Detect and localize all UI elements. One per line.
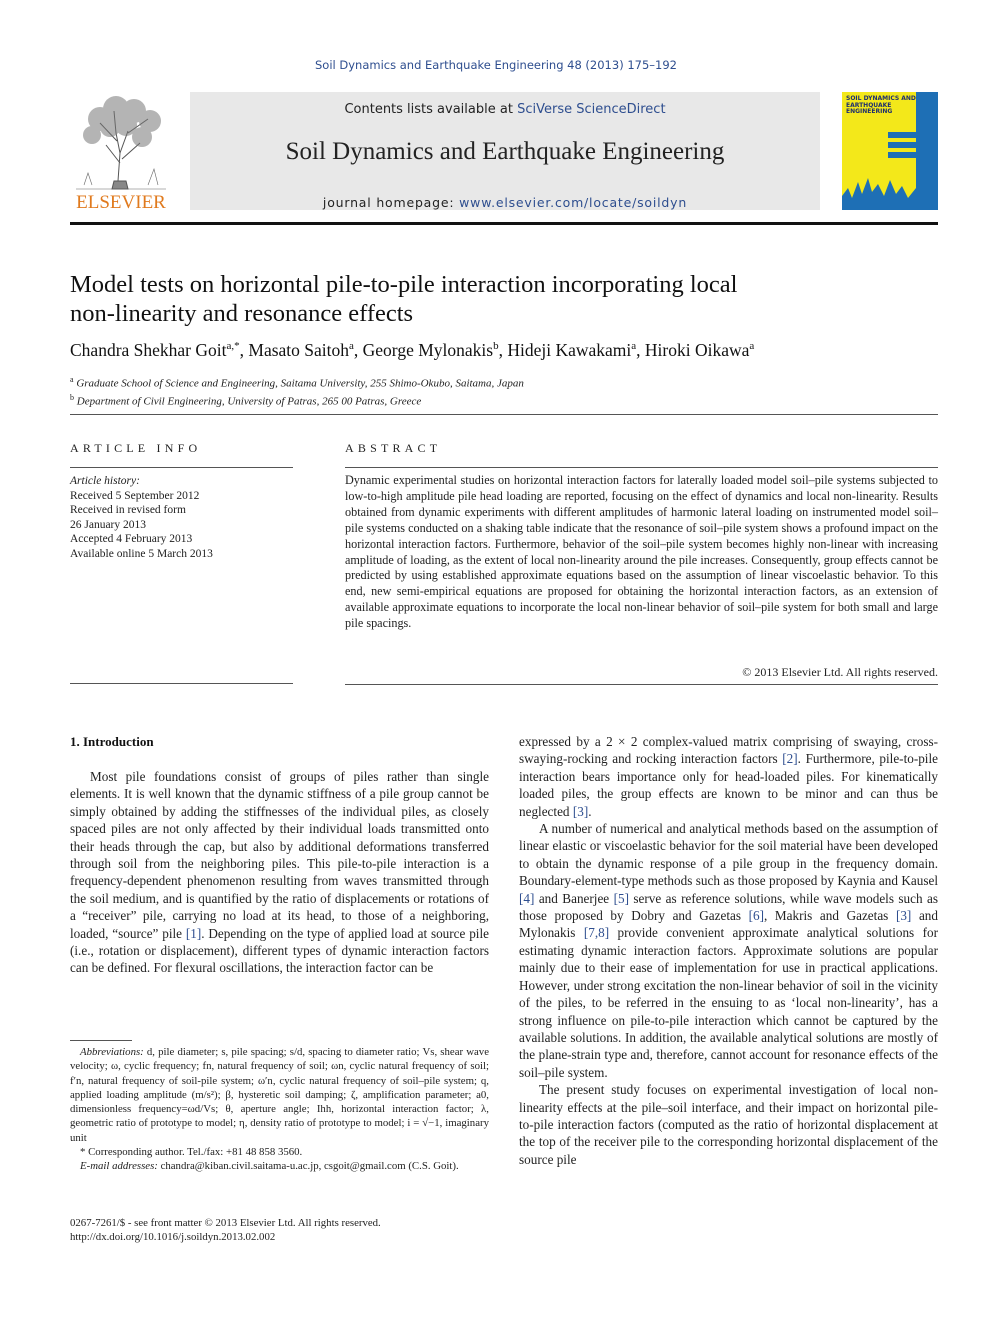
citation-link[interactable]: [3] (895, 908, 912, 924)
paragraph-text: , Makris and Gazetas (764, 908, 896, 924)
affiliation (70, 391, 930, 409)
citation-link[interactable]: [7,8] (583, 925, 610, 941)
homepage-link[interactable]: www.elsevier.com/locate/soildyn (459, 195, 688, 210)
journal-banner (190, 92, 820, 210)
author-affiliation-mark[interactable]: a (749, 340, 755, 353)
issn-line: 0267-7261/$ - see front matter © 2013 Elsevier Ltd. All rights reserved. (70, 1217, 381, 1229)
history-entry: Available online 5 March 2013 (70, 547, 213, 560)
paragraph-text: . Furthermore, pile-to-pile interaction bears importance only for head-loaded piles. For kinematically loaded piles, the group effects are known to be minor and can thus be neglected (519, 751, 938, 819)
body-column-left (70, 768, 489, 977)
author-separator: , (353, 340, 363, 360)
author-separator: , (498, 340, 508, 360)
copyright-line: © 2013 Elsevier Ltd. All rights reserved. (742, 665, 938, 679)
email-text[interactable]: chandra@kiban.civil.saitama-u.ac.jp, csgoit@gmail.com (C.S. Goit). (157, 1160, 459, 1173)
author-separator: , (239, 340, 249, 360)
article-info-rule (70, 467, 293, 468)
abbreviations-text: d, pile diameter; s, pile spacing; s/d, spacing to diameter ratio; Vs, shear wave velocity; ω, cyclic frequency; fn, natural frequency of soil; ωn, cyclic natural frequency of soil; f′n, natural frequency of soil-pile system; ω′n, cyclic natural frequency of soil–pile system; q, applied loading amplitude (m/s²); β, hysteretic soil damping; ζ, amplification parameter; a0, dimensionless frequency=ωd/Vs; θ, aperture angle; Ihh, horizontal interaction factor; λ, geometric ratio of prototype to model; η, density ratio of prototype to model; i = √−1, imaginary unit (70, 1046, 489, 1144)
author-separator: , (636, 340, 645, 360)
tree-logo-icon (70, 93, 173, 211)
history-entry: 26 January 2013 (70, 518, 147, 531)
header-rule (70, 222, 938, 225)
cover-bar (888, 132, 918, 138)
doi-link[interactable]: http://dx.doi.org/10.1016/j.soildyn.2013.02.002 (70, 1231, 276, 1244)
paragraph-text: A number of numerical and analytical methods based on the assumption of linear elastic or viscoelastic behavior for the soil material have been developed to obtain the dynamic response of a pile group in the frequency domain. Boundary-element-type methods such as those proposed by Kaynia and Kausel (519, 821, 938, 889)
paragraph-text: and Banerjee (534, 890, 614, 906)
affiliation-mark: b (70, 393, 74, 403)
paragraph-text: expressed by a 2 × 2 complex-valued matrix comprising of swaying, cross-swaying-rocking and rocking interaction factors (519, 734, 938, 767)
paragraph: The present study focuses on experimental investigation of local non-linearity effects at the pile–soil interface, and their impact on horizontal pile-to-pile interaction factors (computed as the ratio of horizontal displacement at the top of the receiver pile to the corresponding horizontal displacement of the source pile (519, 1082, 938, 1167)
citation-link[interactable]: [3] (572, 803, 589, 819)
citation-link[interactable]: [2] (782, 751, 798, 767)
journal-cover-thumbnail[interactable] (842, 92, 938, 210)
footnote-rule (70, 1040, 132, 1041)
paragraph (519, 820, 938, 1081)
elsevier-wordmark: ELSEVIER (76, 192, 166, 211)
abstract-rule (345, 467, 938, 468)
author[interactable]: Chandra Shekhar Goit (70, 340, 227, 360)
article-title (70, 270, 930, 328)
paragraph-text: and Mylonakis (519, 908, 938, 941)
paragraph-text: . (588, 803, 592, 819)
paragraph (70, 768, 489, 977)
title-line-1: Model tests on horizontal pile-to-pile interaction incorporating local (70, 271, 738, 298)
email-footnote (70, 1159, 489, 1173)
cover-title: SOIL DYNAMICS AND EARTHQUAKE ENGINEERING (846, 95, 916, 115)
history-entry: Received in revised form (70, 504, 186, 516)
homepage-prefix: journal homepage: (322, 195, 460, 210)
email-label: E-mail addresses: (80, 1160, 158, 1173)
author[interactable]: Hideji Kawakami (507, 340, 632, 360)
contents-prefix: Contents lists available at (344, 102, 518, 117)
history-label: Article history: (70, 475, 140, 487)
paragraph-text: provide convenient approximate analytical solutions for estimating dynamic interaction factors. Approximate solutions are popular mainly due to their ease of implementation for use in practical applications. However, under strong excitation the non-linear behavior of soil in the vicinity of the piles, to be referred in the ensuing to as ‘local non-linearity’, has a strong influence on pile-to-pile interaction which cannot be captured by the available solutions. In addition, the available analytical solutions are mostly of the plane-strain type and, therefore, cannot account for resonance effects of the soil–pile system. (519, 925, 938, 1080)
journal-title: Soil Dynamics and Earthquake Engineering (285, 138, 725, 165)
author-list (70, 340, 930, 361)
citation-link[interactable]: [4] (519, 890, 535, 906)
paragraph (519, 733, 938, 820)
affiliation (70, 373, 930, 391)
cover-wave-graphic (842, 168, 938, 210)
section-rule (70, 414, 938, 415)
author-affiliation-mark[interactable]: a (631, 340, 637, 353)
title-line-2: non-linearity and resonance effects (70, 300, 414, 327)
homepage-line (190, 195, 820, 210)
corresponding-author-footnote: * Corresponding author. Tel./fax: +81 48 858 3560. (80, 1146, 303, 1159)
citation-link[interactable]: [6] (748, 908, 764, 924)
article-info-heading: ARTICLE INFO (70, 441, 202, 455)
affiliation-text: Graduate School of Science and Engineering, Saitama University, 255 Shimo-Okubo, Saitama, Japan (76, 377, 524, 390)
abbreviations-footnote (70, 1045, 489, 1145)
affiliation-text: Department of Civil Engineering, University of Patras, 265 00 Patras, Greece (76, 395, 422, 408)
paragraph-text: serve as reference solutions, while wave models such as those proposed by Dobry and Gazetas (519, 890, 938, 924)
affiliation-mark: a (70, 375, 74, 384)
sciencedirect-link[interactable]: SciVerse ScienceDirect (517, 102, 666, 117)
author-affiliation-mark[interactable]: b (493, 340, 499, 353)
author-affiliation-mark[interactable]: a (349, 340, 354, 353)
cover-bar (888, 142, 918, 148)
abbreviations-label: Abbreviations: (80, 1046, 144, 1058)
paragraph-text: Most pile foundations consist of groups of piles rather than single elements. It is well known that the dynamic stiffness of a pile group cannot be simply obtained by adding the stiffnesses of the individual piles, as closely spaced piles are not only affected by their individual loads transmitted onto their heads through the cap, but also by additional deformations transferred through soil from the neighboring piles. This pile-to-pile interaction is a frequency-dependent phenomenon resulting from waves transmitted through the soil medium, and is quantified by the ratio of displacements or rotations of a “receiver” pile, carrying no load at its head, to those of a neighboring, loaded, “source” pile (70, 769, 489, 941)
footnotes (70, 1045, 489, 1174)
author-affiliation-mark[interactable]: a,* (226, 340, 240, 353)
history-entry: Accepted 4 February 2013 (70, 533, 193, 545)
author[interactable]: Hiroki Oikawa (644, 340, 750, 360)
cover-bar (888, 152, 918, 158)
author[interactable]: Masato Saitoh (248, 340, 350, 360)
affiliations (70, 373, 930, 409)
front-matter (70, 1216, 489, 1245)
section-heading: 1. Introduction (70, 734, 154, 749)
citation-link[interactable]: [5] (613, 890, 629, 906)
abstract-text: Dynamic experimental studies on horizontal interaction factors for laterally loaded model soil–pile systems subjected to low-to-high amplitude pile head loading are reported, focusing on the effect of dynamics and local non-linearity. Results obtained from dynamic experiments with different amplitudes of harmonic lateral loading on instrumented model soil–pile systems conducted on a shaking table indicate that the resonance of soil–pile system shows a profound impact on the horizontal interaction factors. Furthermore, behavior of the soil–pile system becomes highly non-linear with increasing amplitude of loading, as the extent of local non-linearity around the pile increases. Consequently, group effects cannot be predicted by using established approximate equations based on the assumption of linear viscoelastic behavior. To this end, new semi-empirical equations are proposed for obtaining the horizontal interaction factors, as an extension of available approximate equations to incorporate the local non-linear behavior of soil–pile system for both small and large pile spacings. (345, 473, 938, 631)
contents-line (190, 102, 820, 117)
elsevier-tree-logo (70, 93, 173, 211)
history-entry: Received 5 September 2012 (70, 489, 200, 502)
article-history (70, 474, 293, 561)
body-column-right (519, 733, 938, 1168)
author[interactable]: George Mylonakis (362, 340, 494, 360)
abstract-heading: ABSTRACT (345, 441, 442, 455)
journal-citation[interactable]: Soil Dynamics and Earthquake Engineering 48 (2013) 175–192 (315, 58, 677, 72)
citation-link[interactable]: [1] (185, 925, 202, 941)
abstract-rule (345, 684, 938, 685)
paragraph-text: . Depending on the type of applied load at source pile (i.e., rotation or displacement), different types of dynamic interaction factors can be defined. For flexural oscillations, the interaction factor can be (70, 925, 489, 976)
article-info-rule (70, 683, 293, 684)
